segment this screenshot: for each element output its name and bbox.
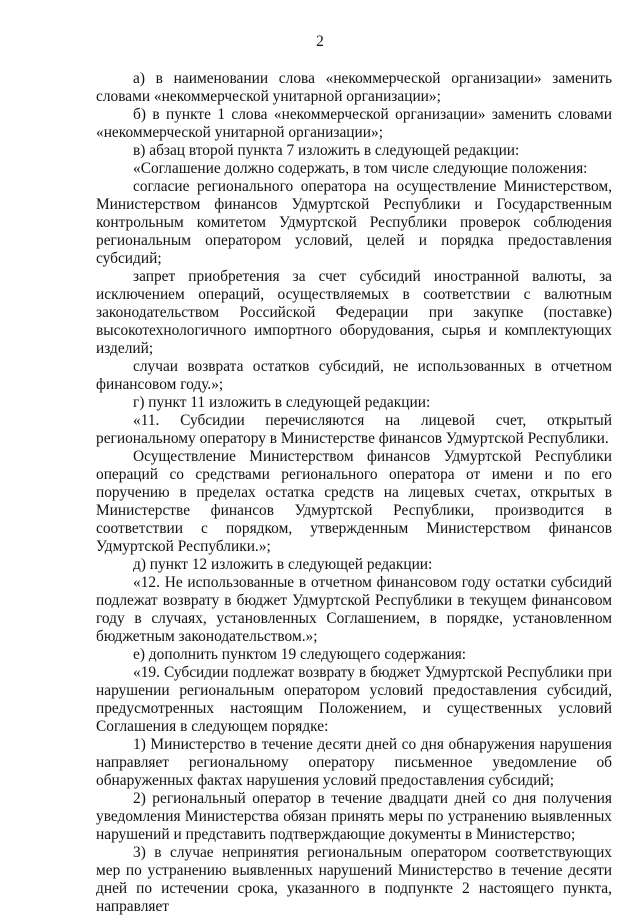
paragraph-d: д) пункт 12 изложить в следующей редакции: [133, 556, 433, 573]
paragraph-clause-11-operations: Осуществление Министерством финансов Удмуртской Республики операций со средствами регионального оператора от имени и по его поручению в пределах остатка средств на лицевых счетах, открытых в Министерстве финансов Удмуртской Республики, производится в соответствии с порядком, утвержденным Министерством финансов Удмуртской Республики.»; [96, 448, 612, 555]
paragraph-clause-19-item-3: 3) в случае непринятия региональным оператором соответствующих мер по устранению выявленных нарушений Министерство в течение десяти дней по истечении срока, указанного в подпункте 2 настоящего пункта, направляет [96, 844, 612, 915]
document-body [96, 70, 612, 916]
paragraph-e: е) дополнить пунктом 19 следующего содержания: [133, 646, 467, 663]
paragraph-consent: согласие регионального оператора на осуществление Министерством, Министерством финансов Удмуртской Республики и Государственным контрольным комитетом Удмуртской Республики проверок соблюдения региональным оператором условий, целей и порядка предоставления субсидий; [96, 178, 612, 267]
paragraph-clause-19-item-1: 1) Министерство в течение десяти дней со дня обнаружения нарушения направляет региональному оператору письменное уведомление об обнаруженных фактах нарушения условий предоставления субсидий; [96, 736, 612, 789]
paragraph-a: а) в наименовании слова «некоммерческой организации» заменить словами «некоммерческой унитарной организации»; [96, 70, 612, 105]
paragraph-clause-19-item-2: 2) региональный оператор в течение двадцати дней со дня получения уведомления Министерства обязан принять меры по устранению выявленных нарушений и представить подтверждающие документы в Министерство; [96, 790, 612, 843]
paragraph-refund-cases: случаи возврата остатков субсидий, не использованных в отчетном финансовом году.»; [96, 358, 612, 393]
paragraph-clause-19: «19. Субсидии подлежат возврату в бюджет Удмуртской Республики при нарушении региональным оператором условий предоставления субсидий, предусмотренных настоящим Положением, и существенных условий Соглашения в следующем порядке: [96, 664, 612, 735]
paragraph-b: б) в пункте 1 слова «некоммерческой организации» заменить словами «некоммерческой унитарной организации»; [96, 106, 612, 141]
paragraph-clause-12: «12. Не использованные в отчетном финансовом году остатки субсидий подлежат возврату в бюджет Удмуртской Республики в текущем финансовом году в случаях, установленных Соглашением, в порядке, установленном бюджетным законодательством.»; [96, 574, 612, 645]
paragraph-agreement-intro: «Соглашение должно содержать, в том числе следующие положения: [133, 160, 588, 177]
paragraph-g: г) пункт 11 изложить в следующей редакции: [133, 394, 431, 411]
page-number: 2 [316, 33, 324, 50]
paragraph-v: в) абзац второй пункта 7 изложить в следующей редакции: [133, 142, 520, 159]
paragraph-clause-11: «11. Субсидии перечисляются на лицевой счет, открытый региональному оператору в Министерстве финансов Удмуртской Республики. [96, 412, 612, 447]
paragraph-currency-ban: запрет приобретения за счет субсидий иностранной валюты, за исключением операций, осуществляемых в соответствии с валютным законодательством Российской Федерации при закупке (поставке) высокотехнологичного импортного оборудования, сырья и комплектующих изделий; [96, 268, 612, 357]
